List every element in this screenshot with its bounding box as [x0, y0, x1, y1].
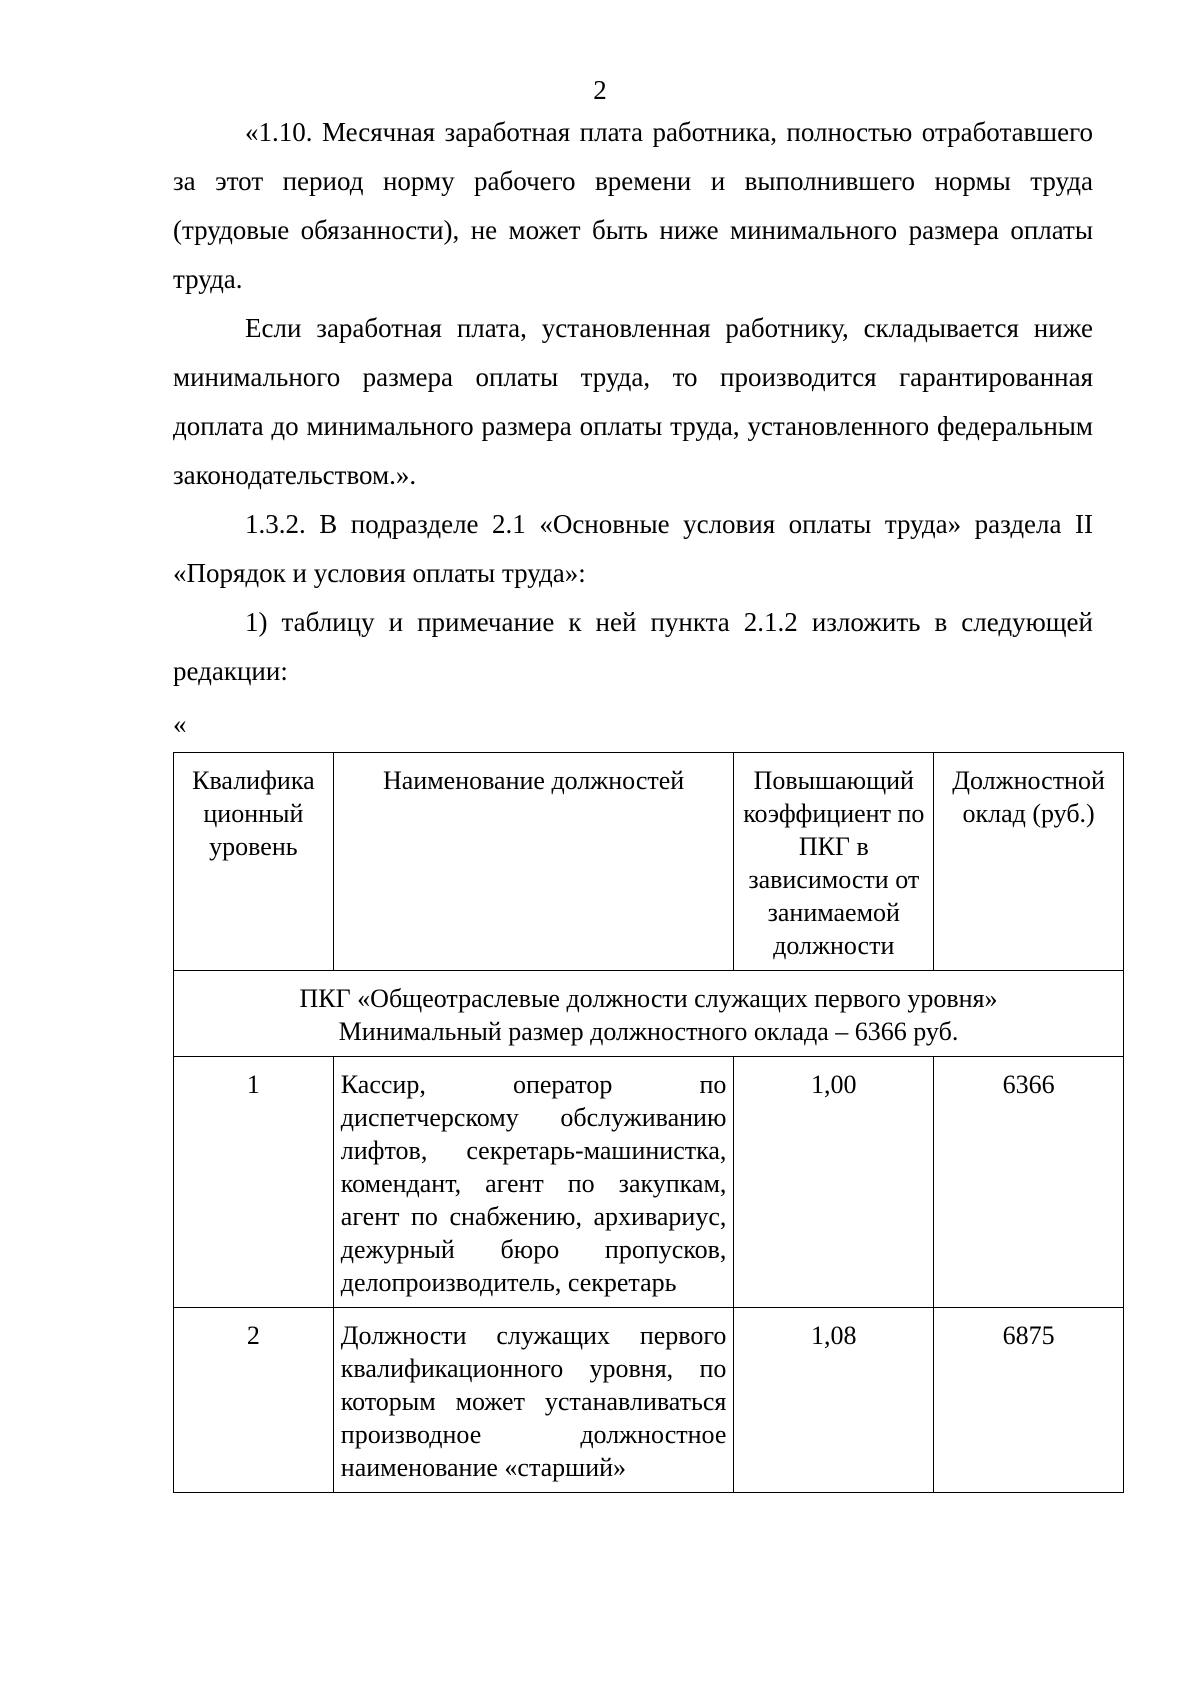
salary-table [173, 752, 1124, 1493]
header-salary: Должностной оклад (руб.) [934, 753, 1124, 971]
cell-level: 2 [174, 1308, 334, 1493]
table-row [174, 1308, 1124, 1493]
header-coefficient: Повышающий коэффициент по ПКГ в зависимости от занимаемой должности [734, 753, 934, 971]
cell-positions: Кассир, оператор по диспетчерскому обслуживанию лифтов, секретарь-машинистка, комендант, агент по закупкам, агент по снабжению, архивариус, дежурный бюро пропусков, делопроизводитель, секретарь [333, 1057, 734, 1308]
table-header-row [174, 753, 1124, 971]
cell-coefficient: 1,08 [734, 1308, 934, 1493]
page-number: 2 [593, 75, 607, 105]
document-body [173, 108, 1093, 696]
group-title: ПКГ «Общеотраслевые должности служащих первого уровня» [299, 984, 998, 1013]
cell-salary: 6875 [934, 1308, 1124, 1493]
header-qualification-level: Квалифика ционный уровень [174, 753, 334, 971]
cell-coefficient: 1,00 [734, 1057, 934, 1308]
table-group-row [174, 971, 1124, 1057]
paragraph-1-3-2: 1.3.2. В подразделе 2.1 «Основные условия оплаты труда» раздела II «Порядок и условия оплаты труда»: [173, 509, 1093, 588]
group-cell [174, 971, 1124, 1057]
cell-level: 1 [174, 1057, 334, 1308]
paragraph-table-revision: 1) таблицу и примечание к ней пункта 2.1.2 изложить в следующей редакции: [173, 607, 1093, 686]
group-subtitle: Минимальный размер должностного оклада – 6366 руб. [338, 1017, 959, 1046]
cell-salary: 6366 [934, 1057, 1124, 1308]
paragraph-minimum-wage-surcharge: Если заработная плата, установленная работнику, складывается ниже минимального размера оплаты труда, то производится гарантированная доплата до минимального размера оплаты труда, установленного федеральным законодательством.». [173, 313, 1093, 490]
header-position-names: Наименование должностей [333, 753, 734, 971]
paragraph-1-10: «1.10. Месячная заработная плата работника, полностью отработавшего за этот период норму рабочего времени и выполнившего нормы труда (трудовые обязанности), не может быть ниже минимального размера оплаты труда. [173, 117, 1093, 294]
opening-quote: « [173, 709, 187, 739]
cell-positions: Должности служащих первого квалификационного уровня, по которым может устанавливаться производное должностное наименование «старший» [333, 1308, 734, 1493]
table-row [174, 1057, 1124, 1308]
